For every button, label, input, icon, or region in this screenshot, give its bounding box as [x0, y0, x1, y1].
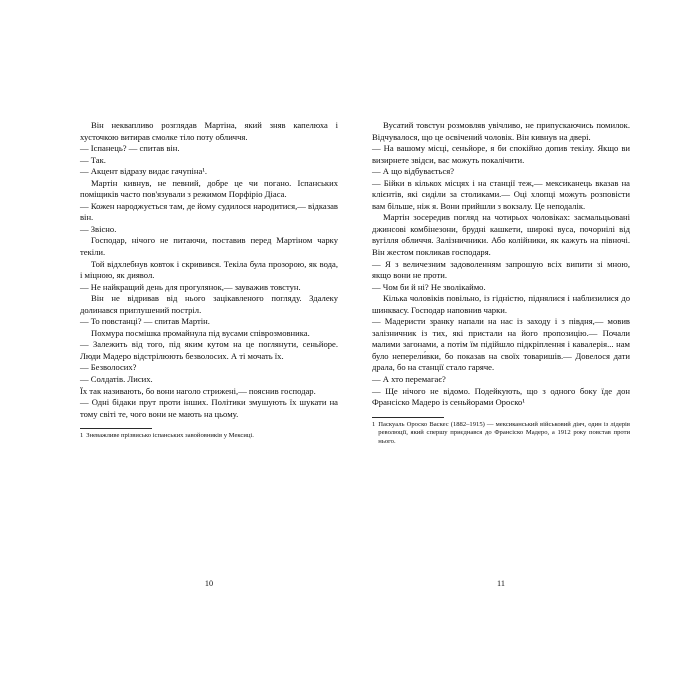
- page-right-text-column: [372, 120, 630, 446]
- paragraph: — На вашому місці, сеньйоре, я би спокійно допив текілу. Якщо ви визирнете звідси, вас можуть покалічити.: [372, 143, 630, 165]
- paragraph-text: — Ще нічого не відомо. Подейкують, що з одного боку їде дон Франсіско Мадеро із сеньйорами Ороско¹: [372, 385, 630, 408]
- paragraph: Він неквапливо розглядав Мартіна, який зняв капелюха і хусточкою витирав смолке тіло поту обличчя.: [80, 120, 338, 142]
- paragraph: — Іспанець? — спитав він.: [80, 143, 180, 154]
- footnote-block-left: [80, 428, 338, 441]
- paragraph: — Солдатів. Лисих.: [80, 374, 153, 385]
- paragraph: — Чом би й ні? Не зволікаймо.: [372, 281, 486, 292]
- paragraph: — То повстанці? — спитав Мартін.: [80, 316, 210, 327]
- paragraph: [372, 386, 630, 409]
- paragraph: — Не найкращий день для прогулянок,— зауважив товстун.: [80, 281, 301, 292]
- page-number-left: 10: [204, 579, 214, 588]
- footnote: [372, 421, 630, 447]
- paragraph: — Я з величезним задоволенням запрошую всіх випити зі мною, якщо вони не проти.: [372, 258, 630, 281]
- footnote-rule: [372, 417, 444, 418]
- paragraph: — А хто перемагає?: [372, 374, 446, 385]
- footnote-rule: [80, 428, 152, 429]
- page-gutter: [349, 0, 351, 700]
- paragraph: — Залежить від того, під яким кутом на це поглянути, сеньйоре. Люди Мадеро відстрілюють безволосих. А ті мочать їх.: [80, 339, 338, 361]
- paragraph: Вусатий товстун розмовляв увічливо, не припускаючись помилок. Відчувалося, що це освічений чоловік. Він кивнув на двері.: [372, 120, 630, 142]
- page-number-right: 11: [497, 579, 505, 588]
- paragraph: — Одні бідаки прут проти інших. Політики змушують їх шукати на тому світі те, чого вони не мають на цьому.: [80, 397, 338, 419]
- paragraph: — Звісно.: [80, 223, 117, 234]
- page-left-text-column: [80, 120, 338, 441]
- footnote-text: Зневажливе прізвисько іспанських завойовників у Мексиці.: [86, 432, 254, 440]
- footnote-text: Паскуаль Ороско Васкес (1882–1915) — мексиканський військовий діяч, один із лідерів революції, який спершу приєднався до Франсіско Мадеро, а 1912 року повстав проти нього.: [378, 420, 630, 445]
- paragraph: — Бійки в кількох місцях і на станції теж,— мексиканець вказав на клієнтів, які сиділи за столиками.— Оці хлопці можуть розповісти вам більше, ніж я. Вони прийшли з вокзалу. Це неподалік.: [372, 177, 630, 211]
- paragraph: — А що відбувається?: [372, 166, 455, 177]
- paragraph: Кілька чоловіків повільно, із гідністю, піднялися і наблизилися до шинквасу. Господар наповнив чарки.: [372, 293, 630, 315]
- paragraph: Мартін кивнув, не певний, добре це чи погано. Іспанських поміщиків часто пов'язували з режимом Порфіріо Діаса.: [80, 177, 338, 200]
- paragraph: — Акцент відразу видає гачупіна¹.: [80, 166, 208, 177]
- paragraph: — Так.: [80, 154, 106, 165]
- paragraph: Мартін зосередив погляд на чотирьох чоловіках: засмальцьовані джинсові комбінезони, брудні кашкети, широкі вуса, почорнілі від вугілля обличчя. Залізничники. Або колійники, як кажуть на півночі. Він жестом покликав господаря.: [372, 212, 630, 258]
- paragraph: Господар, нічого не питаючи, поставив перед Мартіном чарку текіли.: [80, 235, 338, 258]
- paragraph: — Кожен народжується там, де йому судилося народитися,— відказав він.: [80, 200, 338, 223]
- paragraph: Їх так називають, бо вони наголо стрижені,— пояснив господар.: [80, 385, 316, 396]
- paragraph: — Безволосих?: [80, 362, 137, 373]
- footnote: [80, 432, 338, 441]
- footnote-marker: 1: [372, 420, 376, 428]
- paragraph: Той відхлебнув ковток і скривився. Текіла була прозорою, як вода, і міцною, як диявол.: [80, 258, 338, 281]
- page-left: [40, 0, 350, 700]
- page-right: [350, 0, 660, 700]
- paragraph: Він не відривав від нього зацікавленого погляду. Здалеку долинався приглушений постріл.: [80, 293, 338, 315]
- paragraph: Похмура посмішка промайнула під вусами співрозмовника.: [91, 327, 310, 338]
- paragraph: — Мадеристи зранку напали на нас із заходу і з півдня,— мовив залізничник із тих, які пристали на його пропозицію.— Почали малими загонами, а потім їм підійшло підкріплення і кавалерія... нам було неперели́вки, бо показав на своїх товаришів.— Довелося дати драла, бо на станції стало гаряче.: [372, 316, 630, 373]
- footnote-block-right: [372, 417, 630, 447]
- footnote-marker: 1: [80, 432, 84, 440]
